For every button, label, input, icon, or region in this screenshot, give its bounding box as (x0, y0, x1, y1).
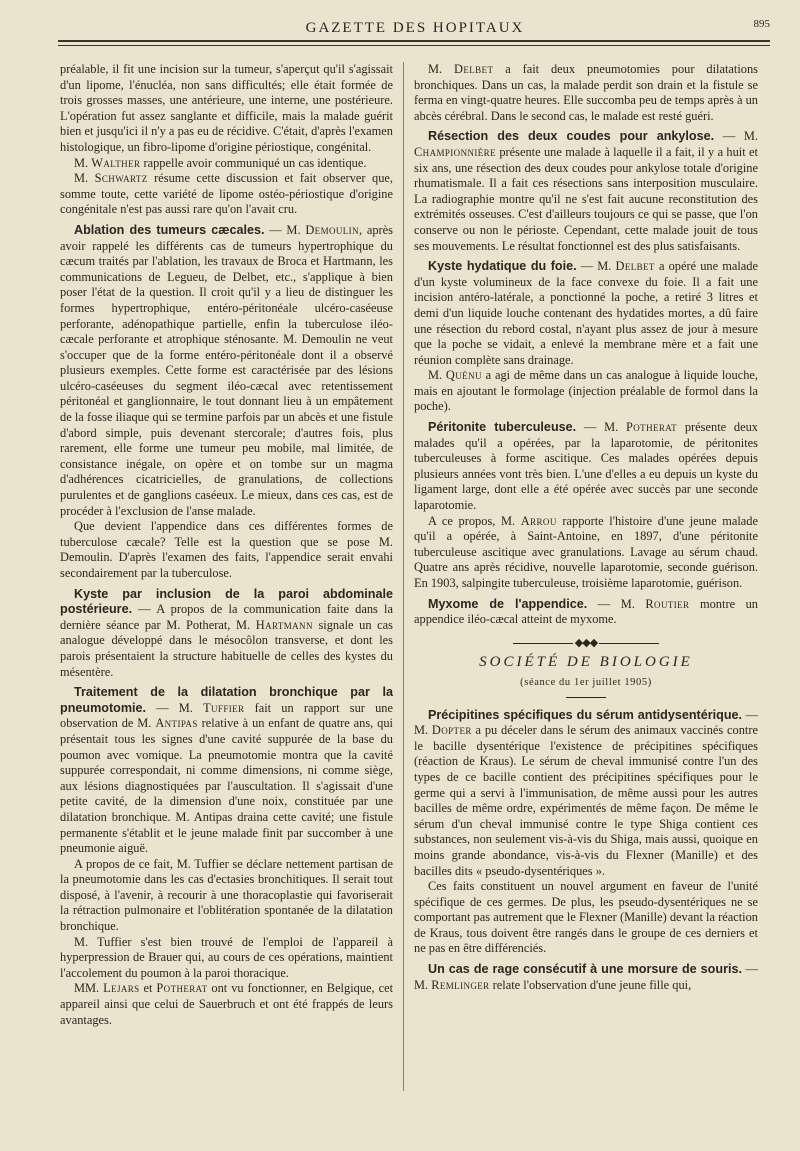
section-ornament: ◆◆◆ (414, 636, 758, 652)
page-number: 895 (753, 18, 770, 30)
paragraph: préalable, il fit une incision sur la tumeur, s'aperçut qu'il s'agissait d'un lipome, l'énucléa, non sans difficultés; elle était formée de trois grosses masses, une antérieure, une interne, une postérieure. L'opération fut assez sanglante et difficile, mais la malade guérit bien et jusqu'ici il n'y a pas eu de récidive. C'était, d'après l'examen histologique, un fibro-lipome d'origine périostique, congénital. (60, 62, 393, 154)
author-name: Lejars (103, 981, 140, 996)
journal-title: GAZETTE DES HOPITAUX (305, 20, 525, 36)
paragraph-text: a pu déceler dans le sérum des animaux vaccinés contre le bacille dysentérique l'existence de précipitines spécifiques (réaction de Kraus). Le sérum de cheval immunisé contre l'un des types de ce bacille contient des précipitines spécifiques pour le germe qui a servi à l'immunisation, de même aussi pour les autres bacilles de même ordre, expérimentés de même façon. De même le sérum d'un cheval immunisé contre le type Shiga contient ces substances, non seulement vis-à-vis du Shiga, mais aussi, quoique en moins grande abondance, vis-à-vis du Flexner (Manille) et des bacilles dits « pseudo-dysentériques ». (414, 723, 758, 878)
running-header (60, 18, 770, 52)
section-paragraph: Myxome de l'appendice. — M. Routier montre un appendice iléo-cæcal atteint de myxome. (414, 596, 758, 627)
paragraph-text: MM. (74, 981, 104, 996)
section-paragraph: Kyste hydatique du foie. — M. Delbet a opéré une malade d'un kyste volumineux de la face convexe du foie. Il a fait une incision antéro-latérale, a ponctionné la poche, a retiré 3 litres et demi d'un liquide louche contenant des hydatides mortes, a dû faire une résection du rebord costal, n'ayant plus assez de jour à mesure que la poche se vidait, a enlevé la membrane mère et a fait une réunion complète sans drainage. (414, 259, 758, 367)
author-name: Remlinger (431, 977, 490, 992)
header-rule-thin (58, 45, 770, 46)
section-heading: Précipitines spécifiques du sérum antidysentérique. (428, 707, 743, 722)
right-column (414, 62, 758, 993)
author-name: Routier (645, 596, 690, 611)
paragraph: Ces faits constituent un nouvel argument en faveur de l'unité spécifique de ces germes. De plus, les pseudo-dysentériques ne se comportant pas autrement que le Flexner (Manille) devant la réaction de Kraus, tous doivent être rangés dans le groupe de ces derniers et ne pas en être différenciés. (414, 879, 758, 956)
paragraph: M. Schwartz résume cette discussion et fait observer que, somme toute, cette variété de lipome ostéo-périostique d'origine congénitale n'est pas aussi rare qu'on l'avait cru. (60, 171, 393, 217)
paragraph-text: a opéré une malade d'un kyste volumineux de la face convexe du foie. Il a fait une incision antéro-latérale, a ponctionné la poche, a retiré 3 litres et demi d'un liquide louche contenant des hydatides mortes, a dû faire une résection du rebord costal, n'ayant plus assez de jour à mesure que la poche se vidait, a enlevé la membrane mère et a fait une réunion complète sans drainage. (414, 259, 758, 367)
paragraph-text: A ce propos, M. (428, 513, 521, 528)
left-column (60, 62, 393, 1028)
paragraph-text: présente deux malades qu'il a opérées, par la laparotomie, de péritonites tuberculeuses à forme ascitique. Ces malades opérées depuis plusieurs années vont très bien. L'une d'elles a eu depuis un kyste du ligament large, dont elle a été opérée avec succès par une seconde laparotomie. (414, 420, 758, 513)
paragraph-text: signale un cas analogue développé dans le mésocôlon transverse, et dont les parois présentaient la structure habituelle de celles des kystes du mésentère. (60, 617, 393, 679)
paragraph-text: ont vu fonctionner, en Belgique, cet appareil ainsi que celui de Sauerbruch et ont été frappés de leurs avantages. (60, 981, 394, 1027)
paragraph-text: et (139, 981, 157, 996)
paragraph (60, 981, 393, 1028)
author-name: Hartmann (255, 617, 313, 632)
section-paragraph: Ablation des tumeurs cæcales. — M. Demoulin, après avoir rappelé les différents cas de tumeurs hypertrophique du cæcum traités par l'ablation, les travaux de Broca et Hartmann, les communications de Legueu, de Delbet, etc., s'applique à bien poser l'état de la question. Il croit qu'il y a lieu de distinguer les formes hypertrophique, entéro-péritonéale ulcéro-caséeuse perforante, adénopathique partielle, enfin la tuberculose iléo-cæcale perforante et atrophique sténosante. M. Demoulin ne veut s'occuper que de la forme entéro-péritonéale dont il a observé plusieurs exemples. Cette forme est caractérisée par des lésions ulcéro-caséeuses du segment iléo-cæcal avec retentissement péritonéal et ganglionnaire, le tout donnant lieu à un empâtement de la fosse iliaque qui se termine parfois par un abcès et une fistule d'abord simple, puis devenant stercorale; d'autres fois, plus rarement, elle forme une tumeur peu mobile, mal limitée, de consistance inégale, on opère et on tombe sur un magma d'adhérences cicatricielles, de granulations, de collections purulentes et de ganglions caséeux. Le mieux, dans ces cas, est de procéder à l'exclusion de l'anse malade. (60, 222, 393, 518)
section-paragraph (60, 587, 393, 681)
section-paragraph: Péritonite tuberculeuse. — M. Potherat présente deux malades qu'il a opérées, par la laparotomie, de péritonites tuberculeuses à forme ascitique. Ces malades opérées depuis plusieurs années vont très bien. L'une d'elles a eu depuis un kyste du ligament large, dont elle a été opérée avec succès par une seconde laparotomie. (414, 420, 758, 513)
section-heading: Péritonite tuberculeuse. (428, 420, 577, 435)
paragraph-text: a fait deux pneumotomies pour dilatations bronchiques. Dans un cas, la malade perdit son drain et la fistule se ferma en vingt-quatre heures. Elle succomba peu de temps après à un abcès cérébral. Dans le second cas, le malade est resté guéri. (414, 62, 758, 123)
author-name: Delbet (615, 259, 655, 274)
author-name: Tuffier (203, 700, 245, 715)
author-name: Dopter (431, 723, 472, 738)
paragraph-text: — A propos de la communication faite dans la dernière séance par M. Potherat, M. (60, 602, 393, 632)
section-heading: Ablation des tumeurs cæcales. (74, 222, 265, 237)
author-name: Schwartz (94, 171, 148, 186)
paragraph: A propos de ce fait, M. Tuffier se déclare nettement partisan de la pneumotomie dans les cas d'ectasies bronchitiques. Il serait tout disposé, à l'avenir, à recourir à une thoracoplastie qui favoriserait la rétraction pulmonaire et l'oblitération spontanée de la dilatation bronchique. (60, 856, 393, 934)
section-paragraph: Résection des deux coudes pour ankylose. — M. Championnière présente une malade à laquelle il a fait, il y a huit et six ans, une résection des deux coudes pour ankylose totale d'origine rhumatismale. Il a fait ces résections sans interposition musculaire. La radiographie montre qu'il ne s'est fait aucune reconstitution des extrémités osseuses. C'est d'ailleurs toujours ce qui se passe, que l'on conserve ou non le périoste. Cependant, cette malade jouit de tous ses mouvements. Le résultat fonctionnel est des plus satisfaisants. (414, 129, 758, 253)
title-rule (566, 697, 606, 698)
paragraph-text: résume cette discussion et fait observer que, somme toute, cette variété de lipome ostéo-périostique d'origine congénitale n'est pas aussi rare qu'on l'avait cru. (60, 171, 393, 217)
author-name: Potherat (156, 981, 208, 996)
section-paragraph: Précipitines spécifiques du sérum antidysentérique. — M. Dopter a pu déceler dans le sérum des animaux vaccinés contre le bacille dysentérique l'existence de précipitines spécifiques (réaction de Kraus). Le sérum de cheval immunisé contre l'un des types de ce bacille contient des précipitines spécifiques pour le germe qui a servi à l'immunisation, de même aussi pour les autres bacilles de même ordre, expérimentés de même façon. De même le sérum d'un cheval immunisé contre le type Shiga contient ces substances, non seulement vis-à-vis du Shiga, mais aussi, quoique en moins grande abondance, vis-à-vis du Flexner (Manille) et des bacilles dits « pseudo-dysentériques ». (414, 707, 758, 878)
paragraph: M. Tuffier s'est bien trouvé de l'emploi de l'appareil à hyperpression de Brauer qui, au cours de ces opérations, maintient l'accolement du poumon à la paroi thoracique. (60, 934, 393, 980)
paragraph-text: rapporte l'histoire d'une jeune malade qu'il a opérée, à Saint-Antoine, en 1897, d'une péritonite tuberculeuse ascitique avec granulations. Lavage au sérum chaud. Quatre ans après récidive, nouvelle laparotomie, seconde guérison. En 1903, salpingite tuberculeuse, troisième laparotomie, guérison. (414, 513, 758, 590)
section-heading: Résection des deux coudes pour ankylose. (428, 129, 715, 144)
author-name: Walther (91, 155, 141, 170)
paragraph-text: , après avoir rappelé les différents cas de tumeurs hypertrophique du cæcum traités par l'ablation, les travaux de Broca et Hartmann, les communications de Legueu, de Delbet, etc., s'applique à bien poser l'état de la question. Il croit qu'il y a lieu de distinguer les formes hypertrophique, entéro-péritonéale ulcéro-caséeuse perforante, adénopathique partielle, enfin la tuberculose iléo-cæcale perforante et atrophique sténosante. M. Demoulin ne veut s'occuper que de la forme entéro-péritonéale dont il a observé plusieurs exemples. Cette forme est caractérisée par des lésions ulcéro-caséeuses du segment iléo-cæcal avec retentissement péritonéal et ganglionnaire, le tout donnant lieu à un empâtement de la fosse iliaque qui se termine parfois par un abcès et une fistule d'abord simple, puis devenant stercorale; d'autres fois, plus rarement, elle forme une tumeur peu mobile, mal limitée, de consistance inégale, on opère et on tombe sur un magma d'adhérences cicatricielles, de granulations, de collections purulentes et de ganglions caséeux. Le mieux, dans ces cas, est de procéder à l'exclusion de l'anse malade. (60, 222, 393, 518)
section-heading: Kyste par inclusion de la paroi abdominale postérieure. (60, 586, 393, 617)
section-paragraph: Un cas de rage consécutif à une morsure de souris. — M. Remlinger relate l'observation d'une jeune fille qui, (414, 962, 758, 992)
paragraph-text: fait un rapport sur une observation de M. (60, 700, 393, 731)
paragraph: M. Quénu a agi de même dans un cas analogue à liquide louche, mais en ajoutant le formolage (injection préalable de formol dans la poche). (414, 368, 758, 414)
paragraph (414, 514, 758, 592)
section-heading: Un cas de rage consécutif à une morsure de souris. (428, 962, 742, 977)
author-name: Arrou (520, 513, 557, 528)
author-name: Antipas (155, 716, 198, 731)
paragraph-text: relative à un enfant de quatre ans, qui présentait tous les signes d'une cavité suppurée de la base du poumon avec vomique. La pneumotomie montra que la cavité suppurée correspondait, ni comme dimensions, ni comme siège, aux lésions diagnostiquées par l'auscultation. Il s'agissait d'une petite cavité, de la dimension d'une noix, constituée par une dilatation bronchique. M. Antipas draina cette cavité; une fistule permanente s'établit et le jeune malade finit par succomber à une pneumonie aiguë. (60, 716, 393, 856)
paragraph: M. Delbet a fait deux pneumotomies pour dilatations bronchiques. Dans un cas, la malade perdit son drain et la fistule se ferma en vingt-quatre heures. Elle succomba peu de temps après à un abcès cérébral. Dans le second cas, le malade est resté guéri. (414, 62, 758, 123)
paragraph: M. Walther rappelle avoir communiqué un cas identique. (74, 155, 367, 170)
author-name: Quénu (445, 368, 482, 383)
paragraph: Que devient l'appendice dans ces différentes formes de tuberculose cæcale? Telle est la question que se pose M. Demoulin. D'après l'examen des faits, l'appendice serait envahi secondairement par la tuberculose. (60, 519, 393, 580)
session-date: (séance du 1er juillet 1905) (520, 676, 652, 688)
author-name: Championnière (414, 144, 496, 159)
header-rule (58, 40, 770, 42)
paragraph-text: rappelle avoir communiqué un cas identique. (140, 155, 367, 170)
section-heading: Myxome de l'appendice. (428, 596, 588, 611)
column-divider (403, 62, 404, 1091)
society-title: SOCIÉTÉ DE BIOLOGIE (479, 654, 693, 671)
author-name: Potherat (625, 420, 678, 435)
section-paragraph: Traitement de la dilatation bronchique par la pneumotomie. — M. Tuffier fait un rapport sur une observation de M. Antipas relative à un enfant de quatre ans, qui présentait tous les signes d'une cavité suppurée de la base du poumon avec vomique. La pneumotomie montra que la cavité suppurée correspondait, ni comme dimensions, ni comme siège, aux lésions diagnostiquées par l'auscultation. Il s'agissait d'une petite cavité, de la dimension d'une noix, constituée par une dilatation bronchique. M. Antipas draina cette cavité; une fistule permanente s'établit et le jeune malade finit par succomber à une pneumonie aiguë. (60, 685, 393, 856)
author-name: Demoulin (305, 222, 359, 237)
paragraph-text: montre un appendice iléo-cæcal atteint de myxome. (414, 596, 758, 627)
paragraph-text: présente une malade à laquelle il a fait, il y a huit et six ans, une résection des deux coudes pour ankylose totale d'origine rhumatismale. Il a fait ces résections sans interposition musculaire. La radiographie montre qu'il ne s'est fait aucune reconstitution des extrémités osseuses. C'est d'ailleurs toujours ce qui se passe, que l'on conserve ou non le périoste. Cependant, cette malade jouit de tous ses mouvements. Le résultat fonctionnel est des plus satisfaisants. (414, 144, 758, 253)
paragraph-text: a agi de même dans un cas analogue à liquide louche, mais en ajoutant le formolage (injection préalable de formol dans la poche). (414, 368, 758, 414)
paragraph-text: relate l'observation d'une jeune fille qui, (489, 977, 692, 992)
author-name: Delbet (454, 62, 494, 76)
section-heading: Traitement de la dilatation bronchique par la pneumotomie. (60, 685, 393, 715)
section-heading: Kyste hydatique du foie. (428, 259, 577, 274)
